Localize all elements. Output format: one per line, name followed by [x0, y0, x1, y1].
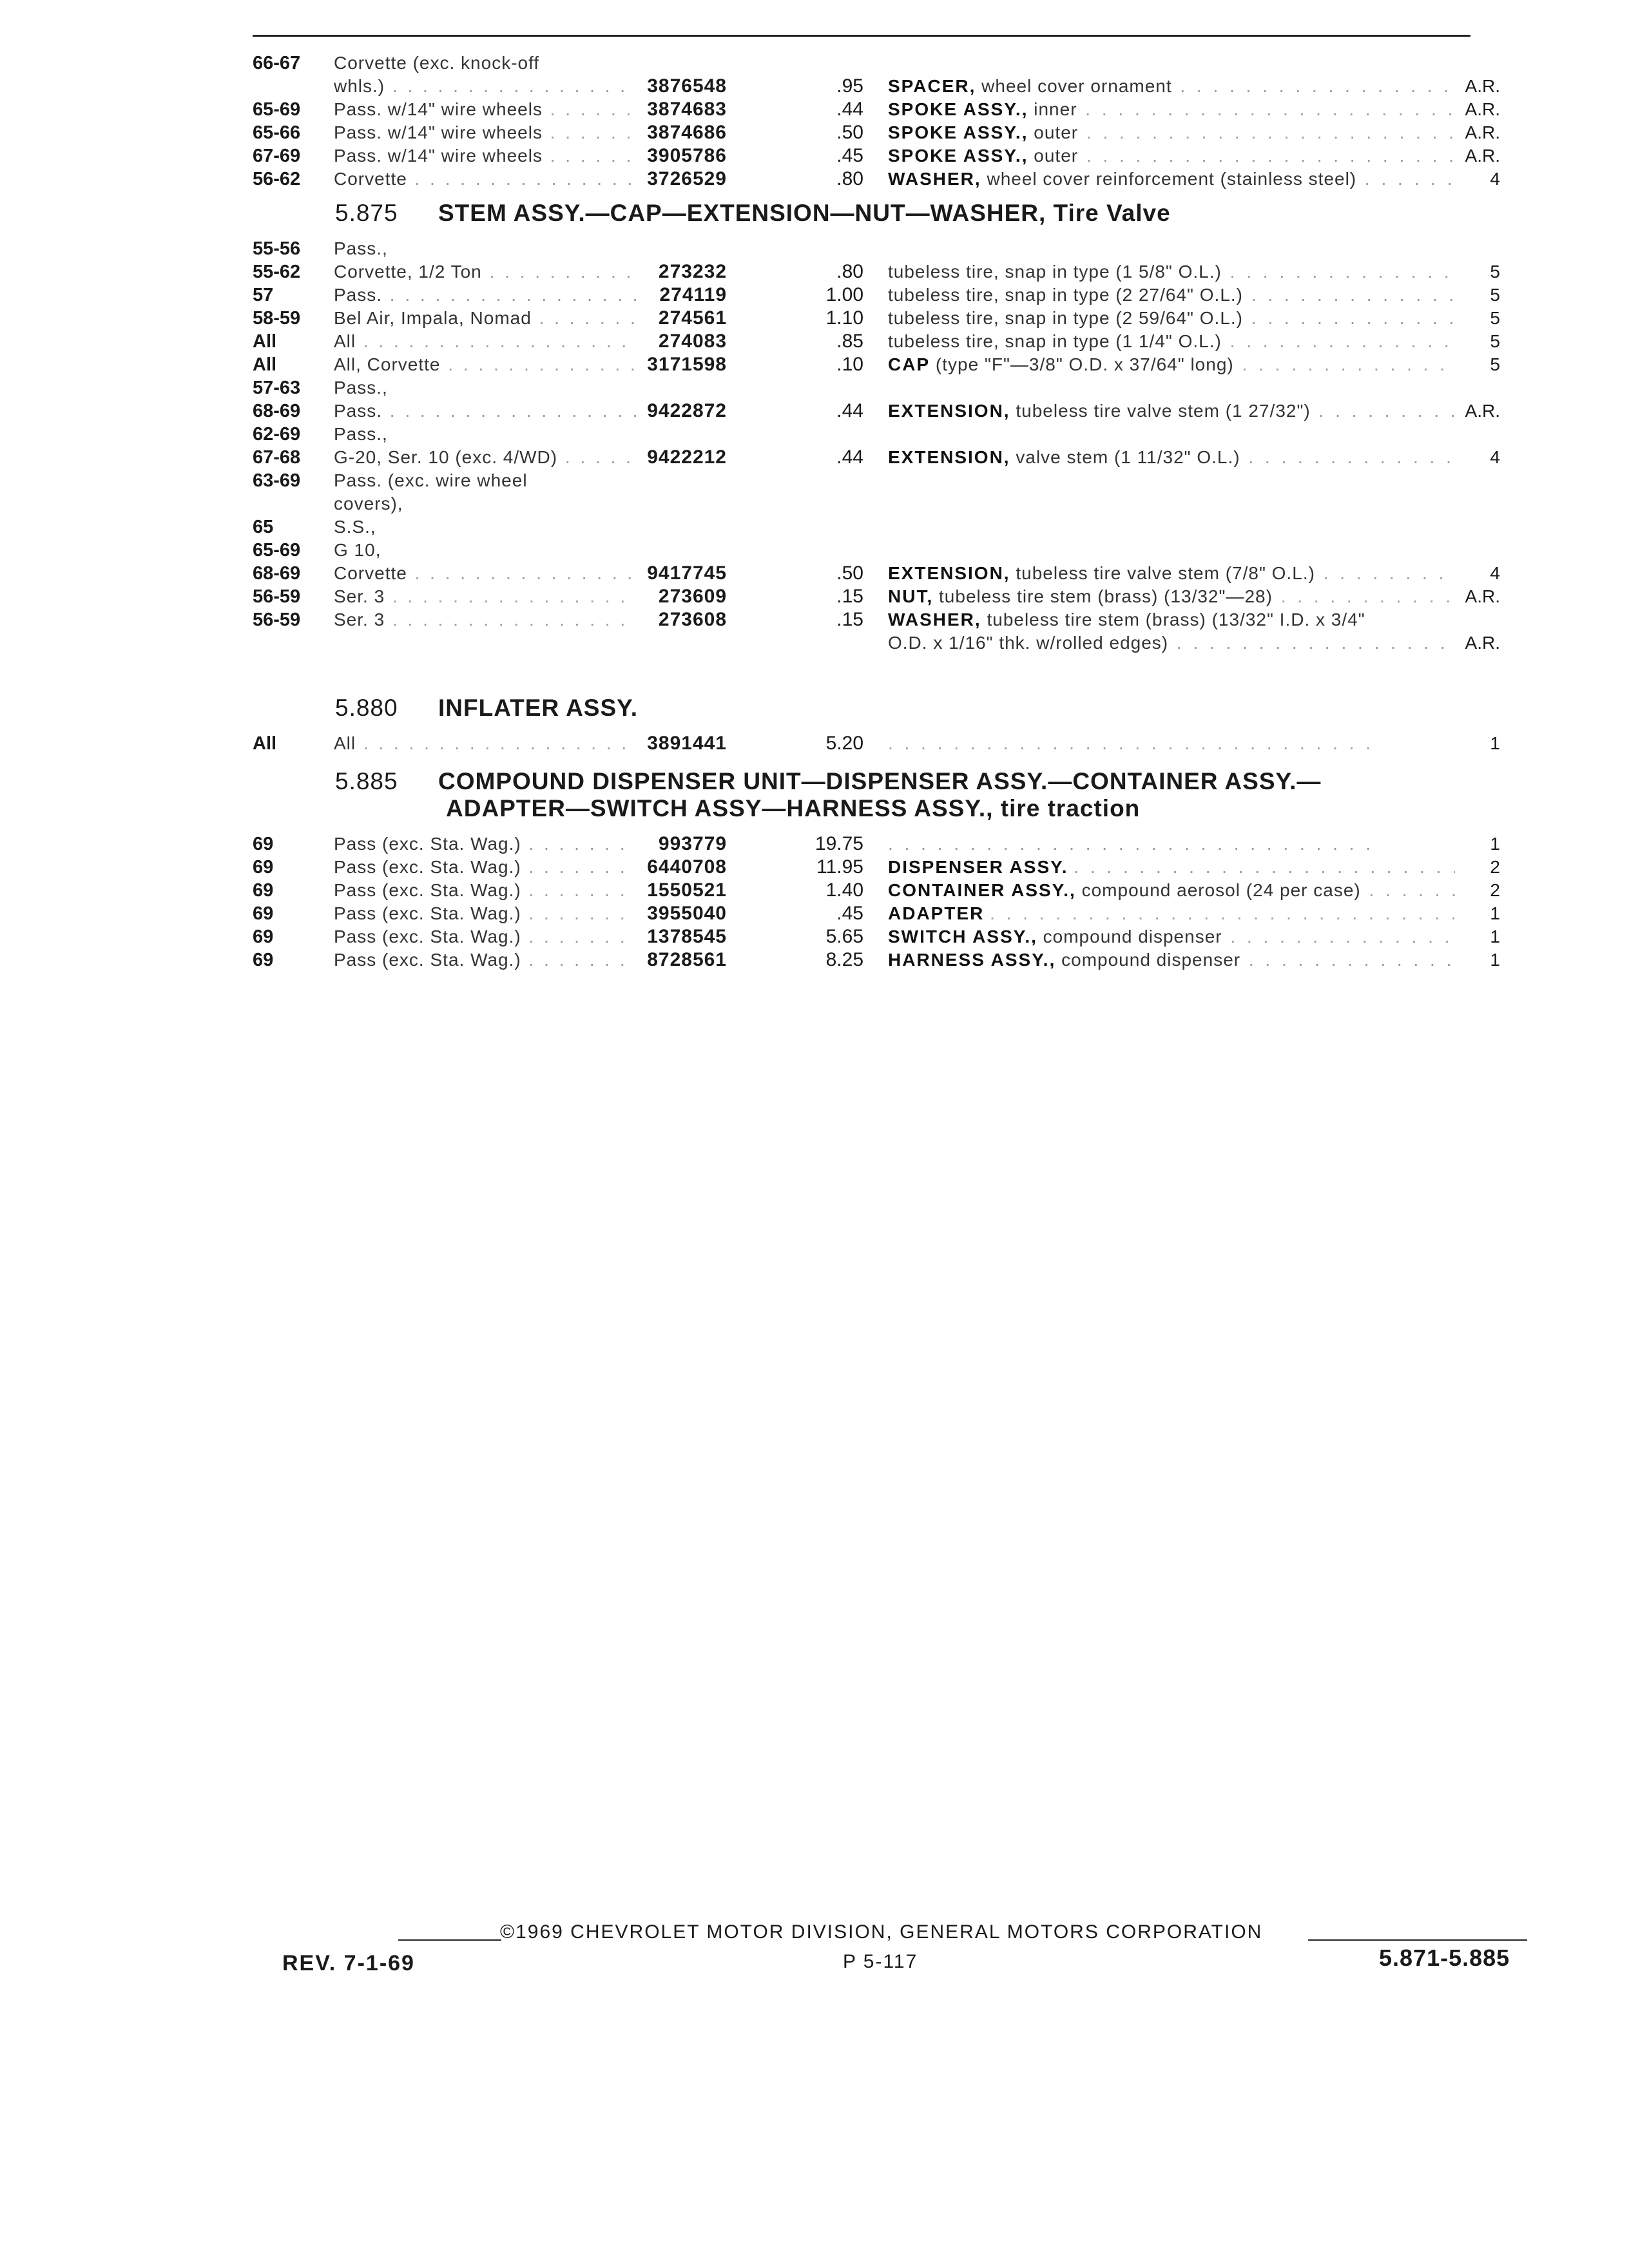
list-price: 8.25: [825, 949, 863, 970]
part-number: 273608: [658, 609, 727, 630]
part-number: 1378545: [647, 926, 727, 947]
quantity: 1: [1490, 834, 1500, 854]
part-number: 3891441: [647, 733, 727, 754]
page-number: P 5-117: [843, 1951, 918, 1972]
part-detail: compound dispenser: [1061, 950, 1241, 970]
part-name: CONTAINER ASSY.,: [888, 880, 1076, 900]
table-row: [0, 330, 1629, 353]
model-year: All: [253, 331, 277, 352]
part-detail: (type "F"—3/8" O.D. x 37/64" long): [935, 354, 1234, 374]
model-application: Ser. 3 . . .: [334, 608, 637, 631]
part-name: SPACER,: [888, 76, 976, 96]
part-detail: wheel cover reinforcement (stainless steel): [987, 169, 1357, 189]
section-heading: [335, 200, 1171, 227]
part-detail: tubeless tire, snap in type (2 59/64" O.L.): [888, 308, 1243, 328]
model-application: Bel Air, Impala, Nomad . . .: [334, 307, 637, 330]
table-row: [0, 948, 1629, 972]
model-application: Pass. (exc. wire wheel: [334, 470, 528, 490]
quantity: A.R.: [1465, 146, 1500, 166]
model-application: Ser. 3 . . .: [334, 585, 637, 608]
part-name: SPOKE ASSY.,: [888, 99, 1028, 119]
footer-rule-left: [398, 1939, 501, 1941]
revision-label: REV. 7-1-69: [282, 1951, 415, 1975]
list-price: 1.10: [825, 307, 863, 329]
part-description: [888, 562, 1455, 585]
quantity: 1: [1490, 903, 1500, 923]
list-price: .44: [836, 447, 863, 468]
part-name: SPOKE ASSY.,: [888, 146, 1028, 166]
model-application: Pass.,: [334, 238, 388, 258]
model-application: All . . .: [334, 732, 637, 755]
list-price: .85: [836, 331, 863, 352]
part-detail: outer: [1034, 146, 1079, 166]
part-detail: valve stem (1 11/32" O.L.): [1016, 447, 1240, 467]
quantity: 5: [1490, 331, 1500, 351]
table-row: [0, 515, 1629, 539]
quantity: 2: [1490, 857, 1500, 877]
part-number: 9422212: [647, 447, 727, 468]
part-description: [888, 856, 1455, 879]
part-detail: tubeless tire, snap in type (1 5/8" O.L.): [888, 262, 1222, 282]
part-description: [888, 948, 1455, 972]
list-price: 19.75: [815, 833, 863, 854]
model-year: 56-59: [253, 586, 301, 607]
model-application: Pass. w/14" wire wheels . . .: [334, 98, 637, 121]
model-year: 68-69: [253, 401, 301, 421]
section-number: 5.875: [335, 200, 398, 226]
section-range: 5.871-5.885: [1379, 1945, 1510, 1971]
model-application: S.S.,: [334, 517, 376, 537]
part-description: [888, 925, 1455, 948]
part-name: NUT,: [888, 586, 934, 606]
part-detail: compound dispenser: [1043, 927, 1222, 947]
part-description: [888, 75, 1455, 98]
table-row: [0, 469, 1629, 492]
part-name: EXTENSION,: [888, 447, 1010, 467]
part-number: 273609: [658, 586, 727, 607]
model-year: 69: [253, 927, 274, 947]
list-price: 1.40: [825, 879, 863, 901]
model-year: 55-62: [253, 262, 301, 282]
model-year: 69: [253, 857, 274, 878]
model-year: All: [253, 354, 277, 375]
part-number: 6440708: [647, 856, 727, 878]
table-row: [0, 237, 1629, 260]
part-detail: O.D. x 1/16" thk. w/rolled edges): [888, 633, 1169, 653]
part-number: 3874686: [647, 122, 727, 143]
model-application: Pass. . . .: [334, 284, 637, 307]
part-number: 274561: [658, 307, 727, 329]
list-price: .80: [836, 261, 863, 282]
model-application: Pass (exc. Sta. Wag.) . . .: [334, 856, 637, 879]
list-price: .50: [836, 122, 863, 143]
table-row: [0, 585, 1629, 608]
model-application: Pass.,: [334, 378, 388, 398]
list-price: .15: [836, 609, 863, 630]
part-description: [888, 608, 1455, 631]
quantity: 5: [1490, 262, 1500, 282]
list-price: .45: [836, 145, 863, 166]
table-row: [0, 423, 1629, 446]
model-year: 67-68: [253, 447, 301, 468]
model-application: Pass (exc. Sta. Wag.) . . .: [334, 832, 637, 856]
model-application: All . . .: [334, 330, 637, 353]
part-number: 3171598: [647, 354, 727, 375]
part-number: 3874683: [647, 99, 727, 120]
model-application: Corvette (exc. knock-off: [334, 53, 540, 73]
quantity: 4: [1490, 563, 1500, 583]
model-application: Pass. w/14" wire wheels . . .: [334, 144, 637, 168]
part-description: [888, 168, 1455, 191]
table-row: [0, 539, 1629, 562]
quantity: A.R.: [1465, 76, 1500, 96]
list-price: .15: [836, 586, 863, 607]
model-year: 68-69: [253, 563, 301, 584]
table-row: [0, 492, 1629, 515]
section-heading: [335, 695, 638, 722]
part-detail: tubeless tire, snap in type (2 27/64" O.L.): [888, 285, 1243, 305]
part-number: 3876548: [647, 75, 727, 97]
footer-rule-right: [1308, 1939, 1527, 1941]
model-year: 57: [253, 285, 274, 305]
part-description: [888, 879, 1455, 902]
copyright-notice: ©1969 CHEVROLET MOTOR DIVISION, GENERAL MOTORS CORPORATION: [500, 1921, 1263, 1943]
quantity: A.R.: [1465, 401, 1500, 421]
part-number: 3905786: [647, 145, 727, 166]
model-year: 56-59: [253, 610, 301, 630]
list-price: .80: [836, 168, 863, 189]
part-detail: tubeless tire stem (brass) (13/32"—28): [939, 586, 1273, 606]
model-application: Corvette, 1/2 Ton . . .: [334, 260, 637, 284]
part-description: [888, 732, 1455, 755]
table-row: [0, 307, 1629, 330]
quantity: 5: [1490, 285, 1500, 305]
part-description: [888, 260, 1455, 284]
model-year: 69: [253, 903, 274, 924]
quantity: 1: [1490, 733, 1500, 753]
part-detail: compound aerosol (24 per case): [1081, 880, 1361, 900]
list-price: .44: [836, 400, 863, 421]
section-title-continued: ADAPTER—SWITCH ASSY—HARNESS ASSY., tire traction: [446, 795, 1141, 822]
part-description: [888, 902, 1455, 925]
table-row: [0, 631, 1629, 655]
list-price: 1.00: [825, 284, 863, 305]
list-price: .95: [836, 75, 863, 97]
part-detail: tubeless tire, snap in type (1 1/4" O.L.): [888, 331, 1222, 351]
table-row: [0, 399, 1629, 423]
model-application: Pass. . . .: [334, 399, 637, 423]
section-title: STEM ASSY.—CAP—EXTENSION—NUT—WASHER, Tire Valve: [438, 200, 1171, 226]
part-name: CAP: [888, 354, 930, 374]
model-year: 65-66: [253, 122, 301, 143]
part-name: WASHER,: [888, 610, 981, 629]
model-year: 69: [253, 880, 274, 901]
part-description: [888, 585, 1455, 608]
table-row: [0, 260, 1629, 284]
list-price: 5.65: [825, 926, 863, 947]
model-application: Pass. w/14" wire wheels . . .: [334, 121, 637, 144]
model-year: 65-69: [253, 540, 301, 561]
list-price: .10: [836, 354, 863, 375]
part-number: 3726529: [647, 168, 727, 189]
quantity: A.R.: [1465, 99, 1500, 119]
part-name: ADAPTER: [888, 903, 985, 923]
list-price: 11.95: [816, 856, 863, 878]
part-number: 1550521: [647, 879, 727, 901]
quantity: 5: [1490, 354, 1500, 374]
table-row: [0, 902, 1629, 925]
model-application: covers),: [334, 494, 403, 514]
model-year: 66-67: [253, 53, 301, 73]
model-year: All: [253, 733, 277, 754]
part-number: 8728561: [647, 949, 727, 970]
part-description: [888, 399, 1455, 423]
table-row: [0, 376, 1629, 399]
part-description: [888, 446, 1455, 469]
table-row: [0, 121, 1629, 144]
part-name: HARNESS ASSY.,: [888, 950, 1056, 970]
list-price: 5.20: [825, 733, 863, 754]
table-row: [0, 732, 1629, 755]
model-application: whls.) . . .: [334, 75, 637, 98]
table-row: [0, 353, 1629, 376]
model-application: Pass (exc. Sta. Wag.) . . .: [334, 925, 637, 948]
part-detail: inner: [1034, 99, 1077, 119]
part-description: [888, 284, 1455, 307]
part-description: [888, 307, 1455, 330]
model-application: Pass (exc. Sta. Wag.) . . .: [334, 879, 637, 902]
part-description: [888, 353, 1455, 376]
part-number: 273232: [658, 261, 727, 282]
part-number: 993779: [658, 833, 727, 854]
model-application: Pass (exc. Sta. Wag.) . . .: [334, 902, 637, 925]
top-rule: [253, 35, 1470, 37]
part-description: [888, 832, 1455, 856]
part-description: [888, 631, 1455, 655]
part-name: WASHER,: [888, 169, 981, 189]
model-year: 67-69: [253, 146, 301, 166]
model-application: All, Corvette . . .: [334, 353, 637, 376]
quantity: 4: [1490, 169, 1500, 189]
table-row: [0, 832, 1629, 856]
part-name: DISPENSER ASSY.: [888, 857, 1068, 877]
model-application: Pass.,: [334, 424, 388, 444]
quantity: A.R.: [1465, 122, 1500, 142]
part-description: [888, 330, 1455, 353]
table-row: [0, 52, 1629, 75]
quantity: 1: [1490, 927, 1500, 947]
model-application: G 10,: [334, 540, 381, 560]
quantity: 5: [1490, 308, 1500, 328]
part-name: SPOKE ASSY.,: [888, 122, 1028, 142]
model-year: 62-69: [253, 424, 301, 445]
model-year: 69: [253, 950, 274, 970]
section-title: INFLATER ASSY.: [438, 695, 639, 721]
part-number: 9422872: [647, 400, 727, 421]
section-number: 5.880: [335, 695, 398, 721]
part-number: 3955040: [647, 903, 727, 924]
table-row: [0, 562, 1629, 585]
section-heading: [335, 768, 1322, 822]
quantity: A.R.: [1465, 633, 1500, 653]
model-year: 58-59: [253, 308, 301, 329]
model-application: G-20, Ser. 10 (exc. 4/WD) . . .: [334, 446, 637, 469]
table-row: [0, 284, 1629, 307]
part-description: [888, 121, 1455, 144]
part-detail: tubeless tire stem (brass) (13/32" I.D. x 3/4": [987, 610, 1365, 629]
table-row: [0, 879, 1629, 902]
part-description: [888, 144, 1455, 168]
model-year: 69: [253, 834, 274, 854]
model-year: 65-69: [253, 99, 301, 120]
quantity: A.R.: [1465, 586, 1500, 606]
part-detail: tubeless tire valve stem (7/8" O.L.): [1016, 563, 1315, 583]
table-row: [0, 98, 1629, 121]
quantity: 1: [1490, 950, 1500, 970]
part-detail: wheel cover ornament: [981, 76, 1172, 96]
table-row: [0, 168, 1629, 191]
list-price: .50: [836, 562, 863, 584]
model-application: Corvette . . .: [334, 562, 637, 585]
part-detail: outer: [1034, 122, 1079, 142]
section-title: COMPOUND DISPENSER UNIT—DISPENSER ASSY.—CONTAINER ASSY.—: [438, 768, 1322, 794]
part-name: SWITCH ASSY.,: [888, 927, 1037, 947]
table-row: [0, 144, 1629, 168]
list-price: .45: [836, 903, 863, 924]
part-number: 9417745: [647, 562, 727, 584]
model-application: Corvette . . .: [334, 168, 637, 191]
model-year: 63-69: [253, 470, 301, 491]
model-year: 56-62: [253, 169, 301, 189]
model-year: 55-56: [253, 238, 301, 259]
part-number: 274119: [659, 284, 727, 305]
model-year: 65: [253, 517, 274, 537]
quantity: 4: [1490, 447, 1500, 467]
model-application: Pass (exc. Sta. Wag.) . . .: [334, 948, 637, 972]
section-number: 5.885: [335, 768, 398, 794]
table-row: [0, 608, 1629, 631]
list-price: .44: [836, 99, 863, 120]
table-row: [0, 925, 1629, 948]
table-row: [0, 446, 1629, 469]
model-year: 57-63: [253, 378, 301, 398]
part-name: EXTENSION,: [888, 401, 1010, 421]
part-name: EXTENSION,: [888, 563, 1010, 583]
quantity: 2: [1490, 880, 1500, 900]
part-detail: tubeless tire valve stem (1 27/32"): [1016, 401, 1311, 421]
table-row: [0, 75, 1629, 98]
table-row: [0, 856, 1629, 879]
part-description: [888, 98, 1455, 121]
part-number: 274083: [658, 331, 727, 352]
